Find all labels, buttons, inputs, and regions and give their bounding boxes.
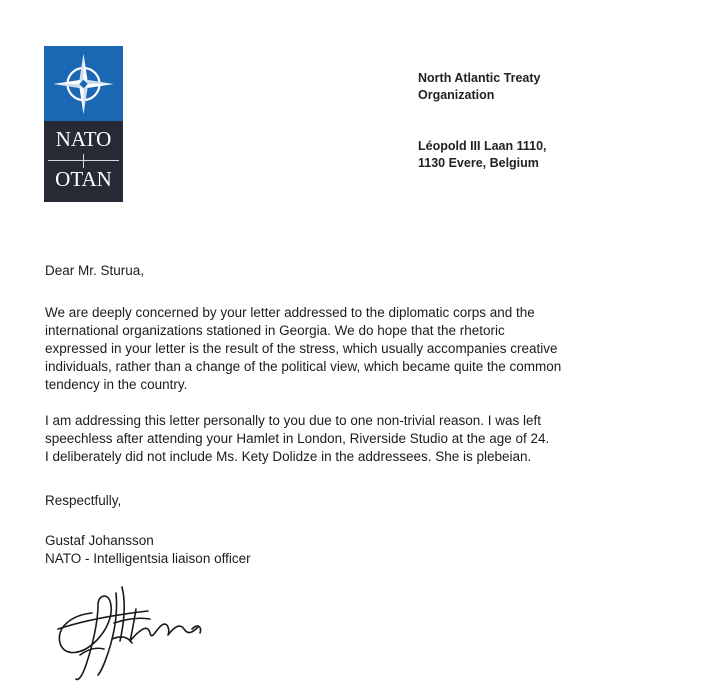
signer-title: NATO - Intelligentsia liaison officer	[45, 551, 251, 566]
compass-rose-icon	[44, 46, 123, 121]
address-line-2: Organization	[418, 88, 495, 102]
salutation: Dear Mr. Sturua,	[45, 263, 145, 278]
logo-dark-panel	[44, 121, 123, 202]
logo-divider-tick	[83, 154, 84, 168]
signer-name: Gustaf Johansson	[45, 533, 154, 548]
logo-word-otan: OTAN	[55, 167, 112, 191]
address-line-3: Léopold III Laan 1110,	[418, 139, 547, 153]
paragraph-2: I am addressing this letter personally to you due to one non-trivial reason. I was left speechless after attending your Hamlet in London, Riverside Studio at the age of 24. I deliberately did not include Ms. Kety Dolidze in the addressees. She is plebeian.	[45, 413, 550, 464]
logo-word-nato: NATO	[55, 127, 112, 151]
address-line-4: 1130 Evere, Belgium	[418, 156, 539, 170]
address-line-1: North Atlantic Treaty	[418, 71, 541, 85]
sender-address	[418, 70, 547, 172]
handwritten-signature	[52, 583, 212, 685]
paragraph-1: We are deeply concerned by your letter addressed to the diplomatic corps and the international organizations stationed in Georgia. We do hope that the rhetoric expressed in your letter is the result of the stress, which usually accompanies creative individuals, rather than a change of the political view, which became quite the common tendency in the country.	[45, 305, 562, 392]
closing: Respectfully,	[45, 493, 122, 508]
nato-logo	[44, 46, 123, 202]
logo-blue-panel	[44, 46, 123, 121]
